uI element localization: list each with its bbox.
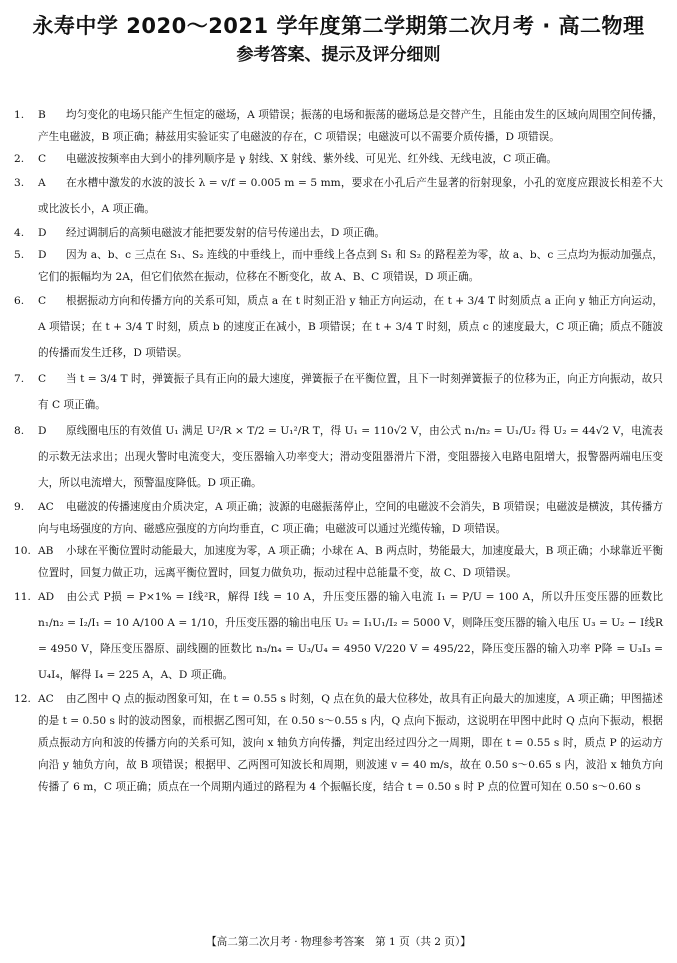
answer-list	[14, 104, 663, 798]
answer-item	[14, 688, 663, 798]
answer-item	[14, 170, 663, 222]
answer-explanation: 由乙图中 Q 点的振动图象可知，在 t = 0.55 s 时刻，Q 点在负的最大位移处，故具有正向最大的加速度，A 项正确；甲图描述的是 t = 0.50 s 时的波动图象，而根据乙图可知，在 0.50 s～0.55 s 内，Q 点向下振动，这说明在甲图中此时 Q 点向下振动，根据质点振动方向和波的传播方向的关系可知，波向 x 轴负方向传播，判定出经过四分之一周期，即在 t = 0.55 s 时，质点 P 的运动方向沿 y 轴负方向，故 B 项错误；根据甲、乙两图可知波长和周期，则波速 v = 40 m/s，故在 0.50 s～0.65 s 内，波沿 x 轴负方向传播了 6 m，C 项正确；质点在一个周期内通过的路程为 4 个振幅长度，结合 t = 0.50 s 时 P 点的位置可知在 0.50 s～0.60 s	[38, 693, 663, 793]
answer-key: D	[38, 425, 47, 437]
answer-explanation: 原线圈电压的有效值 U₁ 满足 U²/R × T/2 = U₁²/R T，得 U₁ = 110√2 V，由公式 n₁/n₂ = U₁/U₂ 得 U₂ = 44√2 V，电流表的示数无法求出；出现火警时电流变大，变压器输入功率变大；滑动变阻器滑片下滑，变阻器接入电路电阻增大，报警器两端电压变大，所以电流增大，预警温度降低。D 项正确。	[38, 425, 663, 489]
answer-key: B	[38, 109, 46, 121]
answer-explanation: 电磁波的传播速度由介质决定，A 项正确；波源的电磁振荡停止，空间的电磁波不会消失，B 项错误；电磁波是横波，其传播方向与电场强度的方向、磁感应强度的方向均垂直，C 项正确；电磁波可以通过光缆传输，D 项错误。	[38, 501, 663, 535]
answer-item	[14, 584, 663, 688]
answer-explanation: 因为 a、b、c 三点在 S₁、S₂ 连线的中垂线上，而中垂线上各点到 S₁ 和 S₂ 的路程差为零，故 a、b、c 三点均为振动加强点，它们的振幅均为 2A，但它们依然在振动，位移在不断变化，故 A、B、C 项错误，D 项正确。	[38, 249, 663, 283]
answer-key: C	[38, 153, 47, 165]
answer-number: 8.	[14, 425, 25, 437]
answer-number: 4.	[14, 227, 25, 239]
answer-item	[14, 222, 663, 244]
answer-item	[14, 418, 663, 496]
answer-key: AB	[38, 545, 54, 557]
answer-explanation: 电磁波按频率由大到小的排列顺序是 γ 射线、X 射线、紫外线、可见光、红外线、无线电波，C 项正确。	[66, 153, 557, 165]
answer-number: 11.	[14, 591, 31, 603]
answer-number: 5.	[14, 249, 25, 261]
answer-key: AC	[38, 693, 54, 705]
answer-item	[14, 540, 663, 584]
answer-key: C	[38, 295, 47, 307]
answer-item	[14, 148, 663, 170]
page-title: 永寿中学 2020～2021 学年度第二学期第二次月考 · 高二物理	[32, 14, 645, 38]
answer-number: 3.	[14, 177, 25, 189]
page-footer: 【高二第二次月考 · 物理参考答案 第 1 页（共 2 页）】	[206, 936, 471, 948]
answer-key: AD	[38, 591, 55, 603]
answer-number: 10.	[14, 545, 31, 557]
answer-explanation: 经过调制后的高频电磁波才能把要发射的信号传递出去，D 项正确。	[66, 227, 386, 239]
answer-key: D	[38, 249, 47, 261]
answer-item	[14, 288, 663, 366]
answer-explanation: 当 t = 3/4 T 时，弹簧振子具有正向的最大速度，弹簧振子在平衡位置，且下一时刻弹簧振子的位移为正，向正方向振动，故只有 C 项正确。	[38, 373, 663, 411]
answer-number: 9.	[14, 501, 25, 513]
answer-key: AC	[38, 501, 54, 513]
answer-item	[14, 496, 663, 540]
answer-item	[14, 104, 663, 148]
answer-item	[14, 244, 663, 288]
answer-number: 12.	[14, 693, 31, 705]
answer-explanation: 小球在平衡位置时动能最大，加速度为零，A 项正确；小球在 A、B 两点时，势能最大，加速度最大，B 项正确；小球靠近平衡位置时，回复力做正功，远离平衡位置时，回复力做负功，振动过程中总能量不变，故 C、D 项错误。	[38, 545, 663, 579]
answer-number: 1.	[14, 109, 25, 121]
answer-explanation: 由公式 P损 = P×1% = I线²R，解得 I线 = 10 A，升压变压器的输入电流 I₁ = P/U = 100 A，所以升压变压器的匝数比 n₁/n₂ = I₂/I₁ = 10 A/100 A = 1/10，升压变压器的输出电压 U₂ = I₁U₁/I₂ = 5000 V，则降压变压器的输入电压 U₃ = U₂ − I线R = 4950 V，降压变压器原、副线圈的匝数比 n₃/n₄ = U₃/U₄ = 4950 V/220 V = 495/22，降压变压器的输入功率 P降 = U₃I₃ = U₄I₄，解得 I₄ = 225 A，A、D 项正确。	[38, 591, 663, 681]
answer-key: D	[38, 227, 47, 239]
answer-item	[14, 366, 663, 418]
answer-explanation: 均匀变化的电场只能产生恒定的磁场，A 项错误；振荡的电场和振荡的磁场总是交替产生，且能由发生的区域向周围空间传播，产生电磁波，B 项正确；赫兹用实验证实了电磁波的存在，C 项错误；电磁波可以不需要介质传播，D 项错误。	[38, 109, 663, 143]
answer-key: A	[38, 177, 46, 189]
answer-explanation: 根据振动方向和传播方向的关系可知，质点 a 在 t 时刻正沿 y 轴正方向运动，在 t + 3/4 T 时刻质点 a 正向 y 轴正方向运动，A 项错误；在 t + 3/4 T 时刻，质点 b 的速度正在减小，B 项错误；在 t + 3/4 T 时刻，质点 c 的速度最大，C 项正确；质点不随波的传播而发生迁移，D 项错误。	[38, 295, 663, 359]
answer-key: C	[38, 373, 47, 385]
answer-explanation: 在水槽中激发的水波的波长 λ = v/f = 0.005 m = 5 mm，要求在小孔后产生显著的衍射现象，小孔的宽度应跟波长相差不大或比波长小，A 项正确。	[38, 177, 663, 215]
answer-number: 6.	[14, 295, 25, 307]
answer-number: 2.	[14, 153, 25, 165]
answer-number: 7.	[14, 373, 25, 385]
page-subtitle: 参考答案、提示及评分细则	[236, 45, 441, 65]
